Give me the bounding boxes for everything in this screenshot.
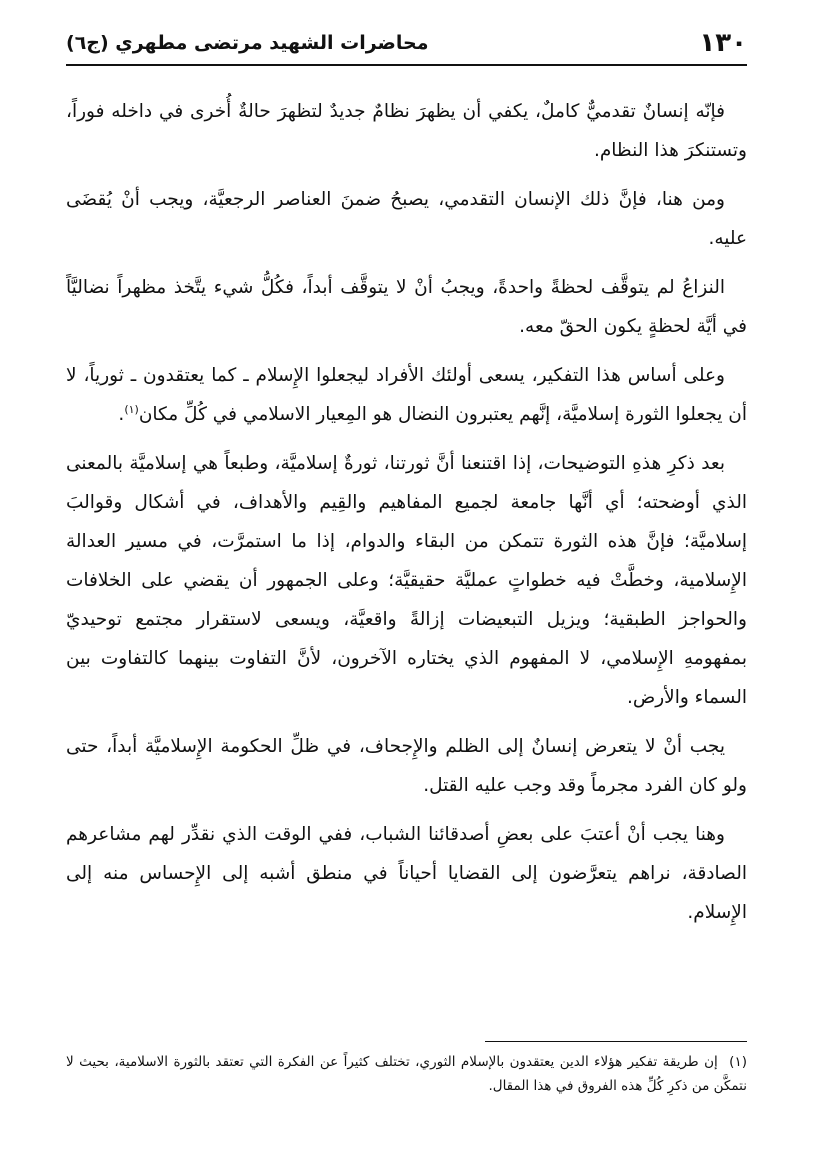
footnote [66,1050,747,1098]
footnote-number: (١) [729,1054,747,1070]
page-number: ١٣٠ [699,28,747,58]
body-text [66,92,747,942]
paragraph-4-text: وعلى أساس هذا التفكير، يسعى أولئك الأفراد ليجعلوا الإِسلام ـ كما يعتقدون ـ ثورياً، لا أن يجعلوا الثورة إسلاميَّة، إنَّهم يعتبرون النضال هو المِعيار الاسلامي في كُلِّ مكان [66,365,747,425]
paragraph-6: يجب أنْ لا يتعرض إنسانٌ إلى الظلم والإِجحاف، في ظلِّ الحكومة الإِسلاميَّة أبداً، حتى ولو كان الفرد مجرماً وقد وجب عليه القتل. [66,736,747,796]
paragraph-2: ومن هنا، فإنَّ ذلك الإنسان التقدمي، يصبحُ ضمنَ العناصر الرجعيَّة، ويجب أنْ يُقضَى عليه. [66,189,747,249]
footnote-reference[interactable]: (١) [124,402,139,416]
running-title: محاضرات الشهيد مرتضى مطهري (ج٦) [66,32,429,54]
paragraph-7: وهنا يجب أنْ أعتبَ على بعضِ أصدقائنا الشباب، ففي الوقت الذي نقدِّر لهم مشاعرهم الصادقة، نراهم يتعرَّضون إلى القضايا أحياناً في منطق أشبه إلى الإِحساس منه إلى الإِسلام. [66,824,747,923]
footnote-divider [485,1041,747,1042]
page-header [66,22,747,66]
paragraph-3: النزاعُ لم يتوقَّف لحظةً واحدةً، ويجبُ أنْ لا يتوقَّف أبداً، فكُلُّ شيء يتَّخذ مظهراً نضاليَّاً في أيَّة لحظةٍ يكون الحقّ معه. [66,277,747,337]
paragraph-4 [66,356,747,434]
paragraph-5: بعد ذكرِ هذهِ التوضيحات، إذا اقتنعنا أنَّ ثورتنا، ثورةٌ إسلاميَّة، وطبعاً هي إسلاميَّة بالمعنى الذي أوضحته؛ أي أنَّها جامعة لجميع المفاهيم والقِيم والأهداف، في أشكال وقوالبَ إسلاميَّة؛ فإنَّ هذه الثورة تتمكن من البقاء والدوام، إذا ما استمرَّت، في مسير العدالة الإِسلامية، وخطَّتْ فيه خطواتٍ عمليَّة حقيقيَّة؛ وعلى الجمهور أن يقضي على الخلافات والحواجز الطبقية؛ ويزيل التبعيضات إزالةً واقعيَّة، ويسعى لاستقرار مجتمع توحيديّ بمفهومهِ الإِسلامي، لا المفهوم الذي يختاره الآخرون، لأنَّ التفاوت بينهما كالتفاوت بين السماء والأرض. [66,453,747,708]
footnote-text: إن طريقة تفكير هؤلاء الدين يعتقدون بالإسلام الثوري، تختلف كثيراً عن الفكرة التي تعتقد بالثورة الاسلامية، بحيث لا نتمكَّن من ذكرِ كُلِّ هذه الفروق في هذا المقال. [66,1054,747,1094]
paragraph-1: فإنّه إنسانٌ تقدميٌّ كاملٌ، يكفي أن يظهرَ نظامٌ جديدٌ لتظهرَ حالةٌ أُخرى في داخله فوراً، وتستنكرَ هذا النظام. [66,101,747,161]
paragraph-4-end: . [118,404,125,425]
